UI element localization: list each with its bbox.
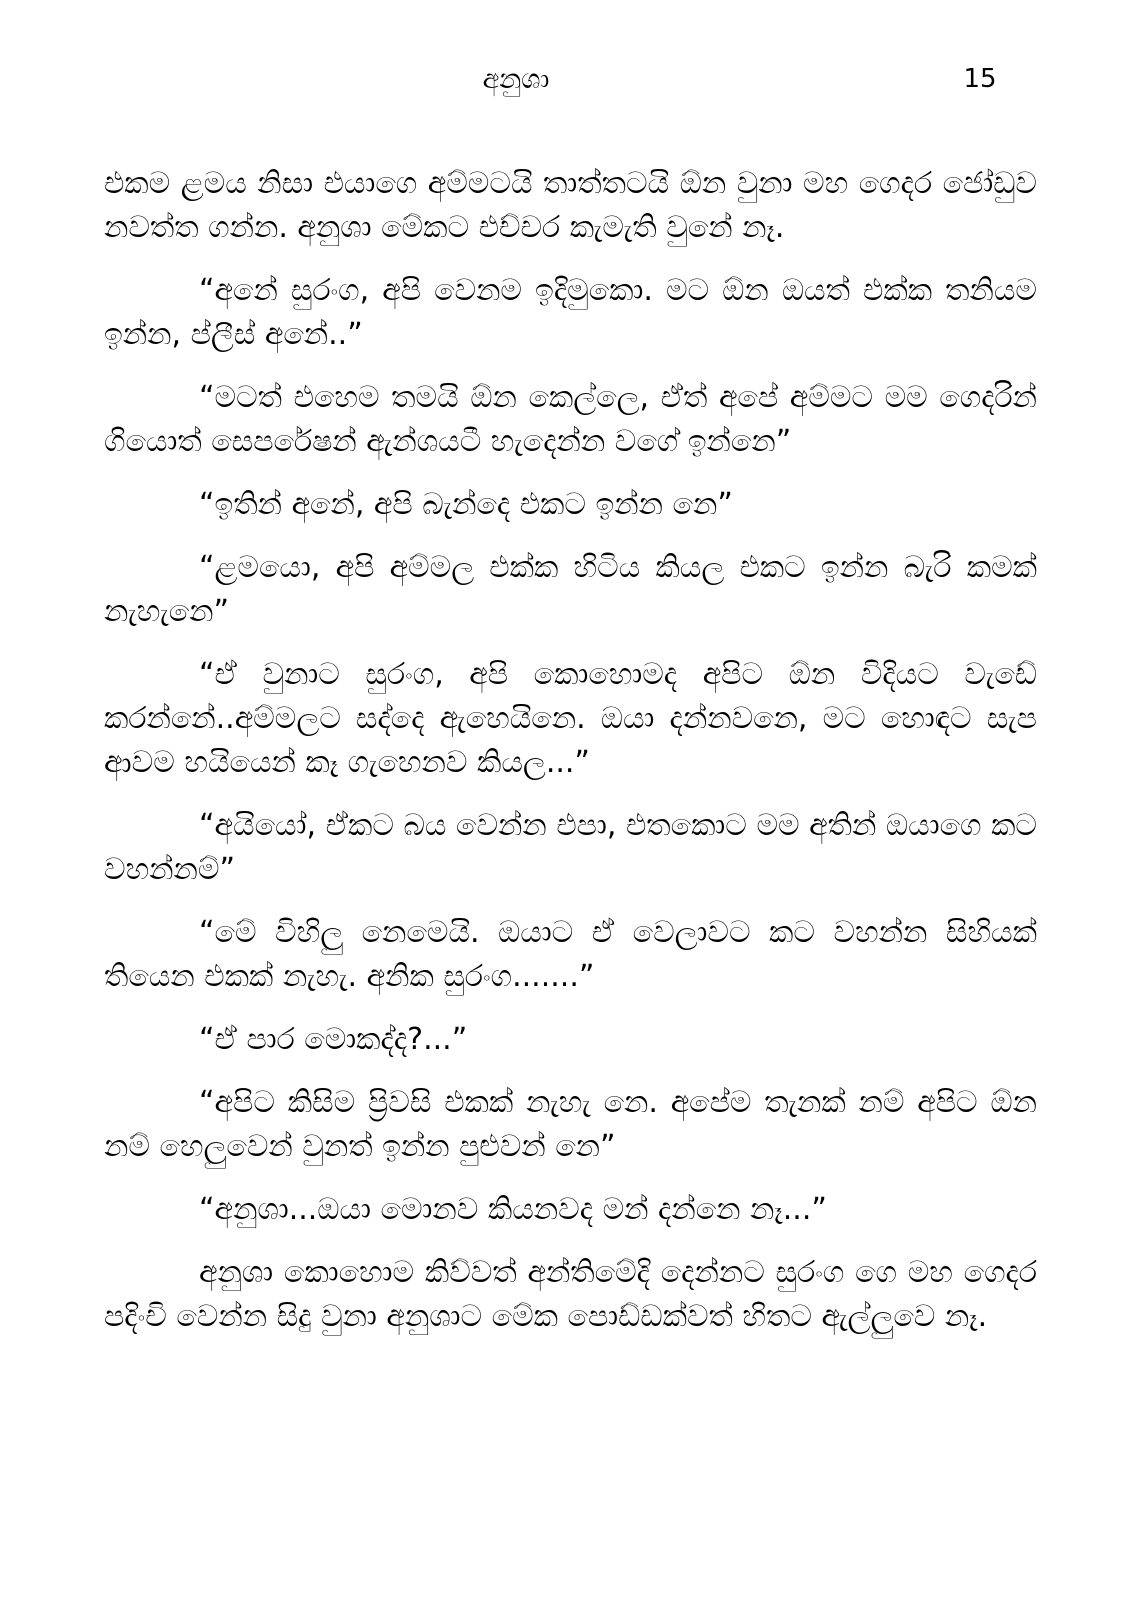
paragraph: “ඉතින් අනේ, අපි බැන්දෙ එකට ඉන්න නෙ” — [199, 487, 733, 522]
paragraph: “අයියෝ, ඒකට බය වෙන්න එපා, එතකොට මම අතින් ඔයාගෙ කට වහන්නම්” — [104, 808, 1037, 887]
paragraph: “අපිට කිසිම ප්‍රිවසි එකක් නැහැ නෙ. අපේම තැනක් නම් අපිට ඕන නම් හෙලුවෙන් වුනත් ඉන්න පුළුවන් නෙ” — [104, 1085, 1037, 1164]
page-title: අනුශා — [482, 64, 550, 95]
paragraph: අනුශා කොහොම කිව්වත් අන්තිමේදි දෙන්නට සුරංග ගෙ මහ ගෙදර පදිංචි වෙන්න සිදු වුනා අනුශාට මේක පොඩ්ඩක්වත් හිතට ඇල්ලුවෙ නෑ. — [104, 1255, 1037, 1334]
paragraph: “මටත් එහෙම තමයි ඕන කෙල්ලෙ, ඒත් අපේ අම්මට මම ගෙදරින් ගියොත් සෙපරේෂන් ඇන්ශයටී හැදෙන්න වගේ ඉන්නෙ” — [104, 380, 1037, 459]
page-content — [104, 162, 1037, 1358]
paragraph: “ඒ පාර මොකද්ද?...” — [199, 1022, 468, 1057]
page-number: 15 — [963, 64, 997, 94]
paragraph: “ළමයො, අපි අම්මල එක්ක හිටිය කියල එකට ඉන්න බැරි කමක් නැහැනෙ” — [104, 550, 1037, 629]
paragraph: “මේ විහිලු නෙමෙයි. ඔයාට ඒ වෙලාවට කට වහන්න සිහියක් තියෙන එකක් නැහැ. අනික සුරංග.......” — [104, 915, 1037, 994]
paragraph: “අනේ සුරංග, අපි වෙනම ඉදිමුකො. මට ඕන ඔයත් එක්ක තනියම ඉන්න, ප්ලීස් අනේ..” — [104, 273, 1037, 352]
paragraph: “ඒ වුනාට සුරංග, අපි කොහොමද අපිට ඕන විදියට වැඩේ කරන්නේ..අම්මලට සද්දෙ ඇහෙයිනෙ. ඔයා දන්නවනෙ, මට හොඳට සැප ආවම හයියෙන් කෑ ගැහෙනව කියල...” — [104, 657, 1037, 780]
paragraph: එකම ළමය නිසා එයාගෙ අම්මටයි තාත්තටයි ඕන වුනා මහ ගෙදර ජෝඩුව නවත්ත ගන්න. අනුශා මේකට එච්චර කැමැති වුනේ නෑ. — [104, 166, 1037, 245]
paragraph: “අනුශා...ඔයා මොනව කියනවද මන් දන්නෙ නෑ...” — [199, 1192, 827, 1227]
